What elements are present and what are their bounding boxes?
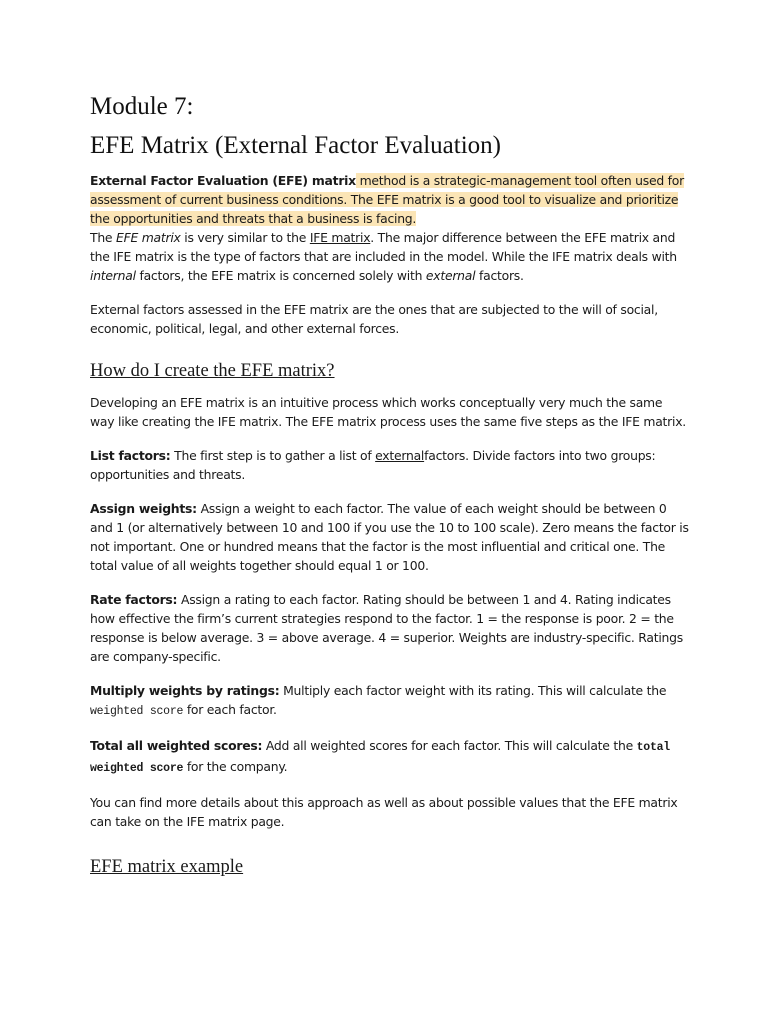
module-title: Module 7: — [90, 93, 194, 120]
step-label: Total all weighted scores: — [90, 738, 263, 753]
ife-matrix-link[interactable]: IFE matrix — [309, 230, 371, 245]
step-label: Multiply weights by ratings: — [90, 683, 280, 698]
step-label: Rate factors: — [90, 592, 178, 607]
more-details-paragraph: You can find more details about this approach as well as about possible values that the EFE matrix can take on the IFE matrix page. — [90, 795, 678, 829]
total-weighted-score-code: total weighted score — [90, 741, 670, 775]
step-label: List factors: — [90, 448, 171, 463]
develop-paragraph: Developing an EFE matrix is an intuitive process which works conceptually very much the same way like creating the IFE matrix. The EFE matrix process uses the same five steps as the IFE matrix. — [90, 395, 686, 429]
external-factors-paragraph: External factors assessed in the EFE matrix are the ones that are subjected to the will of social, economic, political, legal, and other external forces. — [90, 302, 658, 336]
internal-term: internal — [90, 268, 136, 283]
step-multiply: Multiply weights by ratings: Multiply each factor weight with its rating. This will calculate the weighted score for each factor. — [90, 683, 667, 718]
intro-paragraph: External Factor Evaluation (EFE) matrix method is a strategic-management tool often used for assessment of current business conditions. The EFE matrix is a good tool to visualize and prioritize the opportunities and threats that a business is facing. The EFE matrix is very similar to the IFE matrix. The major difference between the EFE matrix and the IFE matrix is the type of factors that are included in the model. While the IFE matrix deals with internal factors, the EFE matrix is concerned solely with external factors. — [90, 173, 684, 283]
step-total: Total all weighted scores: Add all weighted scores for each factor. This will calculate the total weighted score for the company. — [90, 738, 670, 775]
document-page — [90, 92, 690, 889]
external-term: external — [425, 268, 476, 283]
weighted-score-code: weighted score — [90, 705, 184, 718]
step-assign-weights: Assign weights: Assign a weight to each factor. The value of each weight should be between 0 and 1 (or alternatively between 10 and 100 if you use the 10 to 100 scale). Zero means the factor is not important. One or hundred means that the factor is the most influential and critical one. The total value of all weights together should equal 1 or 100. — [90, 501, 689, 573]
external-link[interactable]: external — [375, 448, 425, 463]
section-heading-create: How do I create the EFE matrix? — [90, 361, 335, 381]
step-label: Assign weights: — [90, 501, 197, 516]
step-list-factors: List factors: The first step is to gather a list of externalfactors. Divide factors into two groups: opportunities and threats. — [90, 448, 656, 482]
page-title: EFE Matrix (External Factor Evaluation) — [90, 132, 501, 159]
efe-matrix-term: EFE matrix — [115, 230, 181, 245]
step-rate-factors: Rate factors: Assign a rating to each factor. Rating should be between 1 and 4. Rating indicates how effective the firm’s current strategies respond to the factor. 1 = the response is poor. 2 = the response is below average. 3 = above average. 4 = superior. Weights are industry-specific. Ratings are company-specific. — [90, 592, 683, 664]
highlighted-text: method is a strategic-management tool often used for assessment of current business conditions. The EFE matrix is a good tool to visualize and prioritize the opportunities and threats that a business is facing. — [90, 173, 684, 226]
intro-bold-term: External Factor Evaluation (EFE) matrix — [90, 173, 356, 188]
section-heading-example: EFE matrix example — [90, 857, 244, 877]
